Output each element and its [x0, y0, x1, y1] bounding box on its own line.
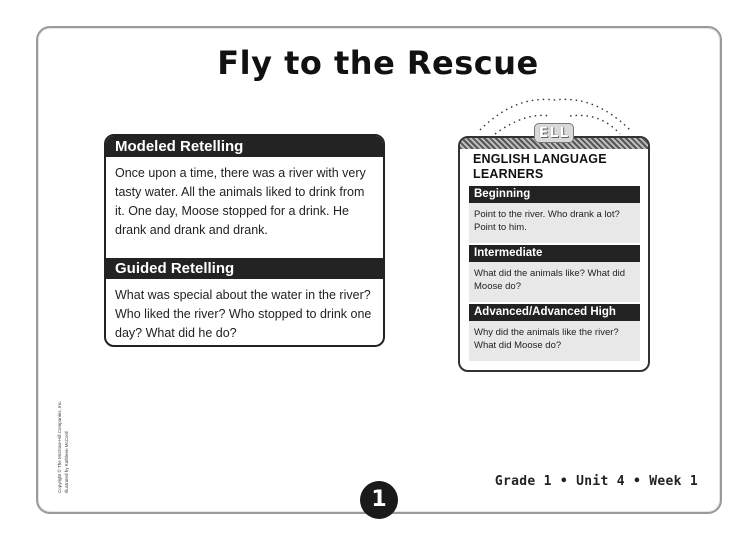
retelling-card — [104, 134, 385, 347]
beginning-text: Point to the river. Who drank a lot? Point to him. — [469, 203, 640, 243]
guided-retelling-text: What was special about the water in the river? Who liked the river? Who stopped to drink one day? What did he do? — [115, 288, 372, 340]
page-title: Fly to the Rescue — [217, 44, 539, 82]
illustrator-line: Illustrated by Kathleen McCord — [64, 431, 69, 493]
modeled-retelling-heading: Modeled Retelling — [106, 136, 383, 157]
copyright-line: Copyright © The McGraw-Hill Companies, Inc. — [57, 400, 62, 493]
advanced-text: Why did the animals like the river? What did Moose do? — [469, 321, 640, 361]
ell-badge: ELL — [534, 123, 574, 143]
beginning-label: Beginning — [469, 186, 640, 203]
intermediate-text: What did the animals like? What did Moose do? — [469, 262, 640, 302]
ell-panel-title: ENGLISH LANGUAGE LEARNERS — [473, 152, 607, 181]
ell-panel — [458, 136, 650, 372]
intermediate-label: Intermediate — [469, 245, 640, 262]
page-number-badge: 1 — [360, 481, 398, 519]
copyright-notice — [47, 388, 127, 498]
grade-unit-week-footer: Grade 1 • Unit 4 • Week 1 — [494, 474, 698, 489]
guided-retelling-heading: Guided Retelling — [106, 258, 383, 279]
modeled-retelling-text: Once upon a time, there was a river with very tasty water. All the animals liked to drink from it. One day, Moose stopped for a drink. He drank and drank and drank. — [115, 166, 366, 237]
advanced-label: Advanced/Advanced High — [469, 304, 640, 321]
